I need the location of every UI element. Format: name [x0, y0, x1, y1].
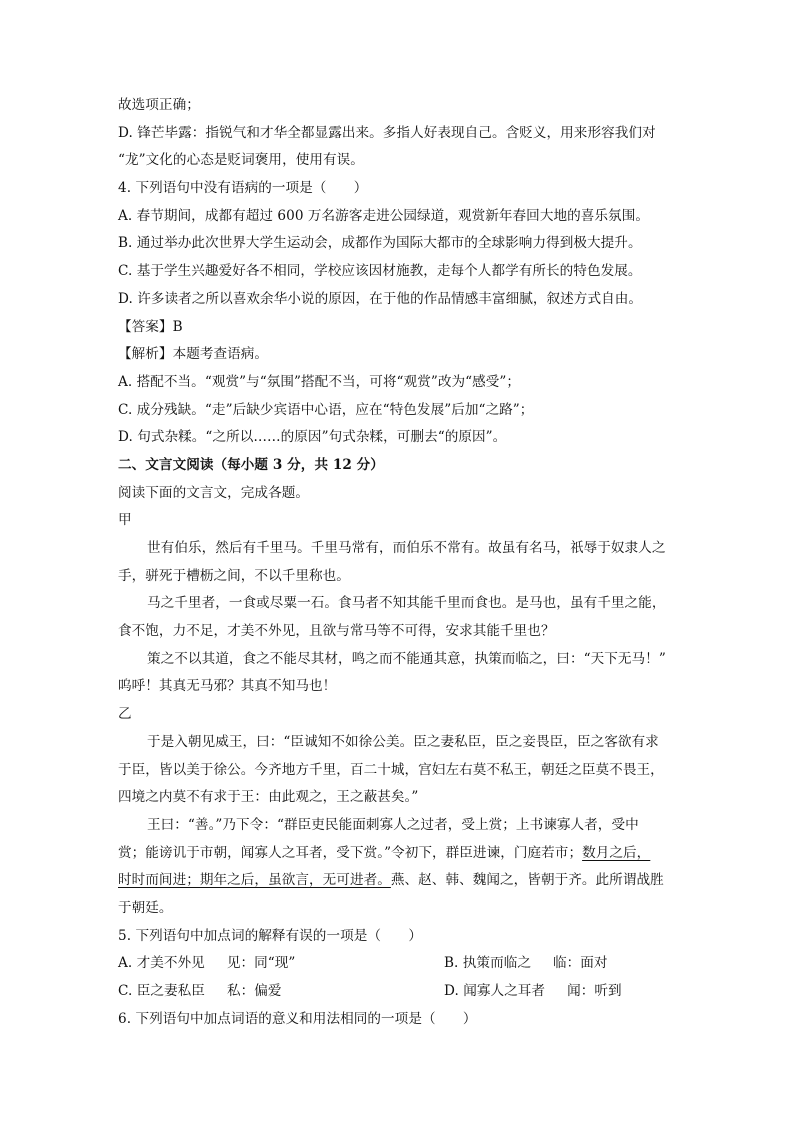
passage-b-p2-line4: 于朝廷。: [118, 899, 173, 916]
passage-a-label: 甲: [118, 512, 132, 529]
passage-a-p1-line1: 世有伯乐，然后有千里马。千里马常有，而伯乐不常有。故虽有名马，祇辱于奴隶人之: [147, 540, 666, 556]
passage-b-label: 乙: [118, 706, 132, 723]
question-4-analysis-title: 【解析】本题考查语病。: [118, 346, 269, 363]
passage-b-p2-line3: [118, 867, 690, 895]
option-b-gloss: 临：面对: [553, 955, 608, 972]
question-5-option-d: [444, 978, 622, 1006]
answer3-option-d-line1: D. 锋芒毕露：指锐气和才华全都显露出来。多指人好表现自己。含贬义，用来形容我们对: [118, 124, 656, 141]
answer3-option-d-line2: “龙”文化的心态是贬词褒用，使用有误。: [118, 152, 364, 169]
passage-b-p2-line2: [118, 840, 690, 868]
question-4-option-b: B. 通过举办此次世界大学生运动会，成都作为国际大都市的全球影响力得到极大提升。: [118, 235, 642, 252]
passage-b-p1-line1: 于是入朝见威王，曰：“臣诚知不如徐公美。臣之妻私臣，臣之妾畏臣，臣之客欲有求: [147, 733, 659, 750]
question-5-option-a: [118, 950, 295, 978]
question-5-stem: 5. 下列语句中加点词的解释有误的一项是（ ）: [118, 927, 422, 944]
question-4-analysis-d: D. 句式杂糅。“之所以……的原因”句式杂糅，可删去“的原因”。: [118, 429, 507, 446]
passage-a-p2-line2: 食不饱，力不足，才美不外见，且欲与常马等不可得，安求其能千里也？: [118, 623, 555, 640]
passage-b-p1-line3: 四境之内莫不有求于王：由此观之，王之蔽甚矣。”: [118, 789, 419, 806]
question-5-option-b: [444, 950, 608, 978]
question-4-option-c: C. 基于学生兴趣爱好各不相同，学校应该因材施教，走每个人都学有所长的特色发展。: [118, 263, 642, 280]
section-2-heading: 二、文言文阅读（每小题 3 分，共 12 分）: [118, 456, 384, 473]
option-c-phrase: C. 臣之妻私臣: [118, 983, 205, 999]
question-5-options-row1: [118, 950, 690, 978]
question-4-option-a: A. 春节期间，成都有超过 600 万名游客走进公园绿道，观赏新年春回大地的喜乐氛围。: [118, 207, 649, 224]
underlined-sentence-part1: 数月之后，: [582, 844, 651, 861]
option-c-gloss: 私：偏爱: [226, 983, 282, 999]
answer3-line1: 故选项正确；: [118, 97, 200, 113]
option-a-phrase: A. 才美不外见: [118, 955, 205, 972]
option-d-gloss: 闻：听到: [567, 983, 622, 999]
passage-b-p2-line3-text: 燕、赵、韩、魏闻之，皆朝于齐。此所谓战胜: [390, 872, 664, 889]
underlined-sentence-part2: 时时而间进；期年之后，虽欲言，无可进者。: [118, 872, 391, 889]
question-4-analysis-a: A. 搭配不当。“观赏”与“氛围”搭配不当，可将“观赏”改为“感受”；: [118, 373, 521, 390]
question-5-option-c: [118, 978, 282, 1006]
section-2-instruction: 阅读下面的文言文，完成各题。: [118, 484, 310, 501]
question-6-stem: 6. 下列语句中加点词语的意义和用法相同的一项是（ ）: [118, 1010, 477, 1027]
passage-b-p2-line1: 王曰：“善。”乃下令：“群臣吏民能面刺寡人之过者，受上赏；上书谏寡人者，受中: [147, 816, 639, 833]
question-4-analysis-c: C. 成分残缺。“走”后缺少宾语中心语，应在“特色发展”后加“之路”；: [118, 401, 534, 418]
passage-a-p3-line1: 策之不以其道，食之不能尽其材，鸣之而不能通其意，执策而临之，曰：“天下无马！”: [147, 650, 666, 667]
question-4-option-d: D. 许多读者之所以喜欢余华小说的原因，在于他的作品情感丰富细腻，叙述方式自由。: [118, 290, 643, 307]
passage-b-p2-line2-text: 赏；能谤讥于市朝，闻寡人之耳者，受下赏。”令初下，群臣进谏，门庭若市；: [118, 844, 583, 861]
question-4-answer: 【答案】B: [118, 318, 183, 335]
passage-a-p3-line2: 呜呼！其真无马邪？其真不知马也！: [118, 678, 337, 695]
passage-b-p1-line2: 于臣，皆以美于徐公。今齐地方千里，百二十城，宫妇左右莫不私王，朝廷之臣莫不畏王，: [118, 761, 664, 778]
option-b-phrase: B. 执策而临之: [444, 955, 531, 972]
option-d-phrase: D. 闻寡人之耳者: [444, 983, 546, 999]
passage-a-p2-line1: 马之千里者，一食或尽粟一石。食马者不知其能千里而食也。是马也，虽有千里之能，: [147, 595, 666, 612]
question-4-stem: 4. 下列语句中没有语病的一项是（ ）: [118, 180, 368, 197]
option-a-gloss: 见：同“现”: [226, 955, 296, 972]
document-page: [118, 92, 690, 1033]
passage-a-p1-line2: 手，骈死于槽枥之间，不以千里称也。: [118, 567, 350, 584]
question-5-options-row2: [118, 978, 690, 1006]
